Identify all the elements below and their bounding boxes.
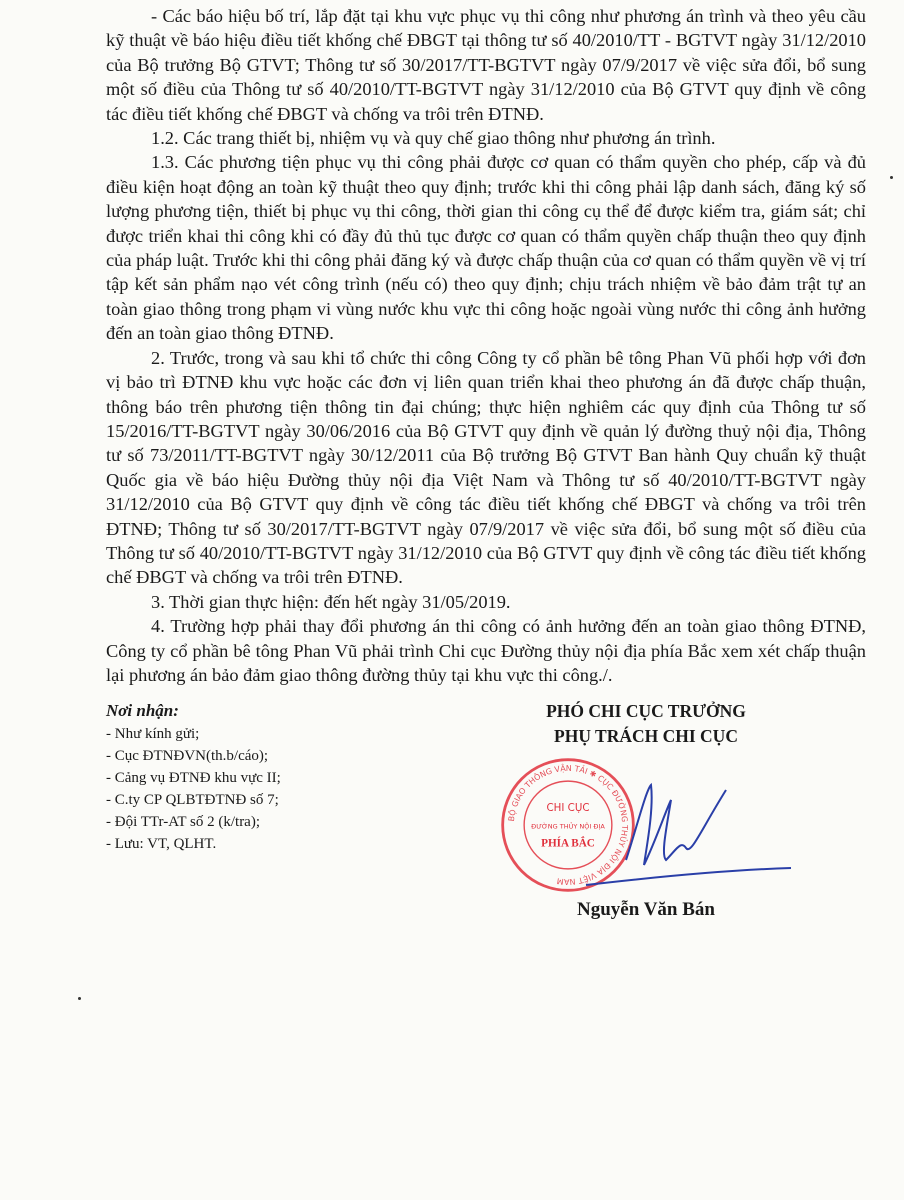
handwritten-signature [566,770,796,890]
signer-name: Nguyễn Văn Bán [577,899,715,921]
signer-title-line2: PHỤ TRÁCH CHI CỤC [554,726,738,747]
paragraph-1-2: 1.2. Các trang thiết bị, nhiệm vụ và quy chế giao thông như phương án trình. [151,128,716,149]
recipient-item: - C.ty CP QLBTĐTNĐ số 7; [106,792,279,809]
svg-text:BỘ GIAO THÔNG VẬN TẢI ✱ CỤC ĐƯ: BỘ GIAO THÔNG VẬN TẢI ✱ CỤC ĐƯỜNG THỦY NỘI ĐỊA VIỆT NAM [506,764,630,887]
recipient-item: - Cục ĐTNĐVN(th.b/cáo); [106,748,269,765]
signature-block [496,699,796,923]
recipients-block [106,699,496,923]
svg-text:CHI CỤC: CHI CỤC [546,802,590,815]
document-body [106,0,866,687]
paragraph-1-3: 1.3. Các phương tiện phục vụ thi công phải được cơ quan có thẩm quyền cho phép, cấp và đủ điều kiện hoạt động an toàn kỹ thuật theo quy định; trước khi thi công phải lập danh sách, đăng ký số lượng phương tiện, thiết bị phục vụ thi công, thời gian thi công cụ thể để được kiểm tra, giám sát; chỉ được triển khai thi công khi có đầy đủ thủ tục được cơ quan có thẩm quyền chấp thuận theo quy định của pháp luật. Trước khi thi công phải đăng ký và được chấp thuận của cơ quan có thẩm quyền về vị trí tập kết sản phẩm nạo vét công trình (nếu có) theo quy định; chịu trách nhiệm về bảo đảm trật tự an toàn giao thông trong phạm vi vùng nước khu vực thi công hoặc ngoài vùng nước thi công ảnh hưởng đến an toàn giao thông ĐTNĐ. [106,152,866,344]
svg-text:ĐƯỜNG THỦY NỘI ĐỊA: ĐƯỜNG THỦY NỘI ĐỊA [531,823,605,832]
recipient-item: - Cảng vụ ĐTNĐ khu vực II; [106,770,281,787]
paragraph-signage: - Các báo hiệu bố trí, lắp đặt tại khu vực phục vụ thi công như phương án trình và theo yêu cầu kỹ thuật về báo hiệu điều tiết khống chế ĐBGT tại thông tư số 40/2010/TT - BGTVT ngày 31/12/2010 của Bộ trưởng Bộ GTVT; Thông tư số 30/2017/TT-BGTVT ngày 07/9/2017 về việc sửa đổi, bổ sung một số điều của Thông tư số 40/2010/TT-BGTVT ngày 31/12/2010 của Bộ GTVT quy định về công tác điều tiết khống chế ĐBGT và chống va trôi trên ĐTNĐ. [106,6,866,124]
signer-title-line1: PHÓ CHI CỤC TRƯỞNG [546,701,746,722]
stamp-area [496,755,796,895]
recipient-item: - Như kính gửi; [106,726,200,743]
document-footer [0,699,904,923]
paragraph-3: 3. Thời gian thực hiện: đến hết ngày 31/05/2019. [151,591,511,612]
scan-speck [890,176,893,179]
paragraph-4: 4. Trường hợp phải thay đổi phương án thi công có ảnh hưởng đến an toàn giao thông ĐTNĐ, Công ty cổ phần bê tông Phan Vũ phải trình Chi cục Đường thủy nội địa phía Bắc xem xét chấp thuận lại phương án bảo đảm giao thông đường thủy tại khu vực thi công./. [106,616,866,685]
recipients-title: Nơi nhận: [106,701,179,721]
recipient-item: - Đội TTr-AT số 2 (k/tra); [106,814,261,831]
svg-text:PHÍA BẮC: PHÍA BẮC [541,837,595,850]
recipient-item: - Lưu: VT, QLHT. [106,836,217,853]
paragraph-2: 2. Trước, trong và sau khi tổ chức thi công Công ty cổ phần bê tông Phan Vũ phối hợp với đơn vị bảo trì ĐTNĐ khu vực hoặc các đơn vị liên quan triển khai theo phương án đã được chấp thuận, thông báo trên phương tiện thông tin đại chúng; thực hiện nghiêm các quy định của Thông tư số 15/2016/TT-BGTVT ngày 30/06/2016 của Bộ GTVT quy định về quản lý đường thuỷ nội địa, Thông tư số 73/2011/TT-BGTVT ngày 30/12/2011 của Bộ trưởng Bộ GTVT Ban hành Quy chuẩn kỹ thuật Quốc gia về báo hiệu Đường thủy nội địa Việt Nam và Thông tư số 40/2010/TT-BGTVT ngày 31/12/2010 của Bộ GTVT quy định về công tác điều tiết khống chế ĐBGT và chống va trôi trên ĐTNĐ; Thông tư số 30/2017/TT-BGTVT ngày 07/9/2017 về việc sửa đổi, bổ sung một số điều của Thông tư số 40/2010/TT-BGTVT ngày 31/12/2010 của Bộ GTVT quy định về công tác điều tiết khống chế ĐBGT và chống va trôi trên ĐTNĐ. [106,347,866,588]
signer-title [496,699,796,749]
scan-speck [78,997,81,1000]
